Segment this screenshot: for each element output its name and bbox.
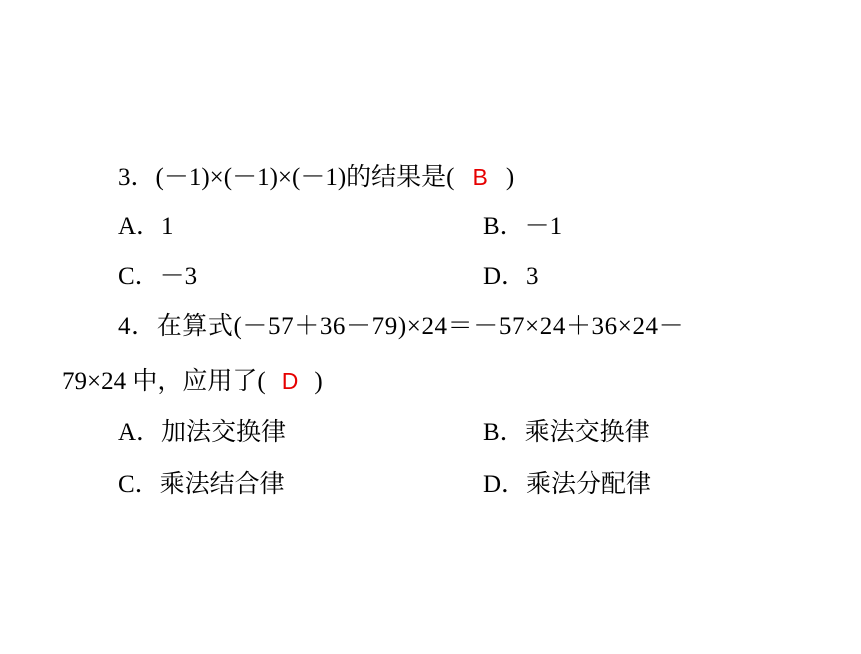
- question-3-option-a: A．1: [118, 213, 174, 240]
- question-3-answer: B: [472, 164, 488, 190]
- question-3-option-b: B．－1: [483, 213, 563, 240]
- question-4-text: 79×24 中，应用了(: [62, 368, 266, 395]
- question-4-option-b: B．乘法交换律: [483, 419, 650, 446]
- question-4-answer: D: [281, 368, 299, 394]
- question-3-option-c: C．－3: [118, 263, 198, 290]
- question-3-stem: [118, 162, 514, 193]
- question-3-option-d: D．3: [483, 263, 539, 290]
- question-4-stem-line-1: 4．在算式(－57＋36－79)×24＝－57×24＋36×24－: [118, 313, 685, 340]
- question-4-close-paren: ): [314, 368, 323, 395]
- question-4-option-a: A．加法交换律: [118, 419, 287, 446]
- question-4-option-d: D．乘法分配律: [483, 471, 652, 498]
- question-3-close-paren: ): [505, 164, 515, 191]
- question-3-text: 3．(－1)×(－1)×(－1)的结果是(: [118, 164, 455, 191]
- question-4-stem-line-2: [62, 366, 323, 397]
- question-4-option-c: C．乘法结合律: [118, 471, 285, 498]
